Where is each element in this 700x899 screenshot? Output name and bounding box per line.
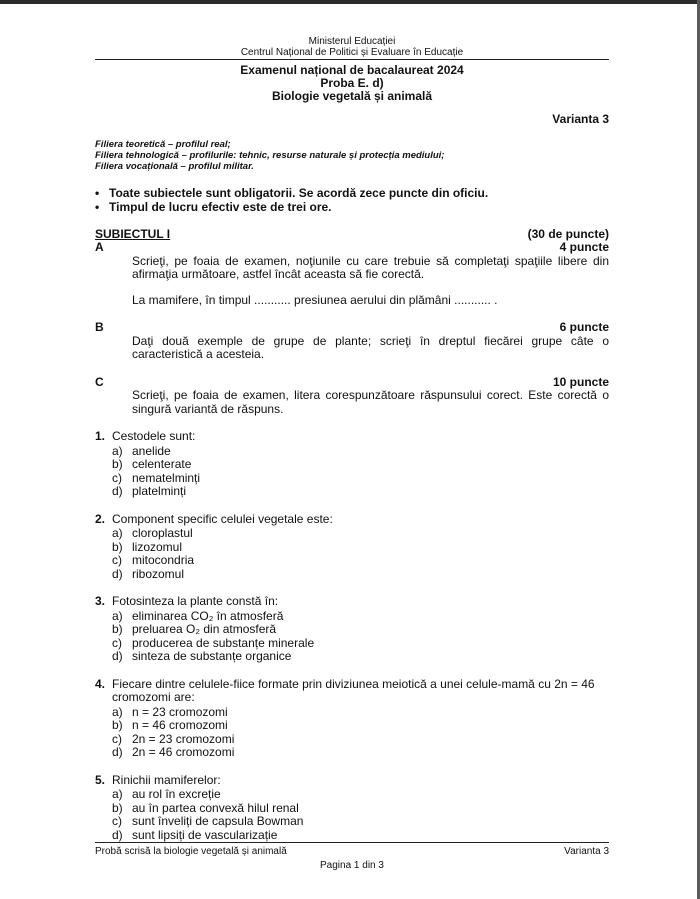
question-item — [95, 678, 609, 760]
option-letter: d) — [112, 745, 123, 759]
question-number: 2. — [95, 511, 106, 526]
question-item — [95, 513, 609, 582]
option-text: n = 23 cromozomi — [132, 704, 228, 719]
footer-exam-name: Probă scrisă la biologie vegetală și animală — [95, 846, 287, 857]
answer-option — [112, 829, 609, 843]
exam-page — [95, 36, 609, 842]
section-label: C — [95, 374, 104, 389]
answer-option — [112, 650, 609, 664]
answer-option — [112, 788, 609, 802]
option-letter: a) — [112, 443, 123, 458]
section-b — [95, 321, 609, 362]
option-letter: b) — [112, 718, 123, 732]
filiere-list — [95, 139, 609, 172]
option-letter: b) — [112, 800, 123, 815]
section-instructions: Scrieţi, pe foaia de examen, litera corespunzătoare răspunsului corect. Este corectă o singură variantă de răspuns. — [132, 388, 609, 416]
rule-item: • Timpul de lucru efectiv este de trei ore. — [95, 199, 332, 214]
option-letter: a) — [112, 526, 123, 540]
question-number: 1. — [95, 429, 106, 443]
option-text: 2n = 23 cromozomi — [132, 731, 235, 746]
option-text: mitocondria — [132, 553, 195, 567]
answer-option — [112, 802, 609, 816]
option-letter: b) — [112, 622, 123, 636]
section-instructions: Daţi două exemple de grupe de plante; scrieţi în dreptul fiecărei grupe câte o caracteristică a acesteia. — [132, 333, 609, 361]
question-list — [95, 430, 609, 842]
variant-label: Varianta 3 — [552, 112, 609, 126]
exam-title: Examenul național de bacalaureat 2024 — [240, 63, 464, 77]
answer-option — [112, 554, 609, 568]
answer-options — [95, 706, 609, 760]
option-text: au rol în excreție — [132, 787, 221, 801]
option-text: sinteza de substanțe organice — [132, 649, 292, 663]
rules-list — [95, 186, 609, 214]
question-number: 4. — [95, 676, 106, 691]
option-text: n = 46 cromozomi — [132, 718, 228, 732]
section-points: 4 puncte — [559, 240, 609, 254]
top-border — [0, 0, 700, 4]
bullet-icon: • — [95, 199, 100, 214]
option-letter: d) — [112, 649, 123, 663]
question-stem: Rinichii mamiferelor: — [112, 772, 221, 787]
option-letter: c) — [112, 731, 122, 746]
section-instructions: Scrieţi, pe foaia de examen, noţiunile cu care trebuie să completaţi spaţiile libere din afirmaţia următoare, astfel încât aceasta să fie corectă. — [132, 253, 609, 281]
question-stem: Cestodele sunt: — [112, 429, 196, 443]
option-text: sunt lipsiți de vascularizație — [132, 827, 278, 842]
option-letter: c) — [112, 470, 122, 485]
exam-subject: Biologie vegetală și animală — [271, 89, 433, 103]
answer-option — [112, 610, 609, 624]
option-text: anelide — [132, 443, 171, 458]
answer-option — [112, 623, 609, 637]
footer-variant: Varianta 3 — [564, 846, 609, 857]
option-text: eliminarea CO₂ în atmosferă — [132, 608, 284, 623]
option-text: preluarea O₂ din atmosferă — [132, 622, 277, 636]
option-letter: d) — [112, 566, 123, 581]
answer-option — [112, 706, 609, 720]
question-number: 3. — [95, 594, 106, 608]
section-a — [95, 241, 609, 307]
answer-option — [112, 815, 609, 829]
answer-option — [112, 472, 609, 486]
filiera-item: Filiera teoretică – profilul real; — [95, 138, 231, 150]
answer-options — [95, 445, 609, 499]
answer-options — [95, 788, 609, 842]
filiera-item: Filiera tehnologică – profilurile: tehnic, resurse naturale și protecția mediului; — [95, 149, 445, 161]
option-letter: b) — [112, 457, 123, 471]
option-text: producerea de substanțe minerale — [132, 635, 315, 650]
subject-points: (30 de puncte) — [527, 226, 609, 241]
option-letter: c) — [112, 635, 122, 650]
ministry-name: Ministerul Educației — [308, 36, 396, 47]
question-stem: Fotosinteza la plante constă în: — [112, 594, 279, 608]
subject-header — [95, 228, 609, 242]
option-letter: d) — [112, 827, 123, 842]
header-divider — [95, 59, 609, 60]
question-stem: Fiecare dintre celulele-fiice formate prin diviziunea meiotică a unei celule-mamă cu 2n = 46 cromozomi are: — [112, 676, 595, 704]
question-item — [95, 595, 609, 664]
answer-option — [112, 541, 609, 555]
section-points: 6 puncte — [559, 320, 609, 334]
option-letter: b) — [112, 539, 123, 554]
option-letter: c) — [112, 814, 122, 828]
answer-option — [112, 719, 609, 733]
option-text: ribozomul — [132, 566, 185, 581]
option-text: celenterate — [132, 457, 192, 471]
option-text: au în partea convexă hilul renal — [132, 800, 299, 815]
answer-option — [112, 746, 609, 760]
option-letter: d) — [112, 484, 123, 498]
option-text: cloroplastul — [132, 526, 193, 540]
answer-option — [112, 637, 609, 651]
question-number: 5. — [95, 772, 106, 787]
option-text: sunt înveliți de capsula Bowman — [132, 814, 304, 828]
answer-option — [112, 733, 609, 747]
fill-in-sentence: La mamifere, în timpul ........... presiunea aerului din plămâni ........... . — [132, 292, 498, 307]
question-item — [95, 430, 609, 499]
answer-option — [112, 485, 609, 499]
option-text: platelminți — [132, 484, 187, 498]
page-footer — [95, 842, 609, 871]
rule-item: • Toate subiectele sunt obligatorii. Se acordă zece puncte din oficiu. — [95, 185, 489, 200]
section-c — [95, 376, 609, 417]
section-label: B — [95, 320, 104, 334]
option-text: 2n = 46 cromozomi — [132, 745, 235, 759]
bullet-icon: • — [95, 185, 100, 200]
section-label: A — [95, 240, 104, 254]
option-letter: a) — [112, 704, 123, 719]
exam-proba: Proba E. d) — [320, 76, 384, 90]
answer-options — [95, 610, 609, 664]
answer-option — [112, 568, 609, 582]
answer-option — [112, 527, 609, 541]
option-text: nematelminți — [132, 470, 201, 485]
answer-option — [112, 458, 609, 472]
option-letter: c) — [112, 553, 122, 567]
filiera-item: Filiera vocațională – profilul militar. — [95, 160, 254, 172]
answer-options — [95, 527, 609, 581]
subject-title: SUBIECTUL I — [95, 226, 171, 241]
option-letter: a) — [112, 787, 123, 801]
answer-option — [112, 445, 609, 459]
option-letter: a) — [112, 608, 123, 623]
option-text: lizozomul — [132, 539, 183, 554]
question-item — [95, 774, 609, 843]
question-stem: Component specific celulei vegetale este: — [112, 511, 333, 526]
section-points: 10 puncte — [552, 374, 609, 389]
center-name: Centrul Național de Politici și Evaluare în Educație — [240, 47, 464, 58]
page-number: Pagina 1 din 3 — [320, 860, 384, 871]
